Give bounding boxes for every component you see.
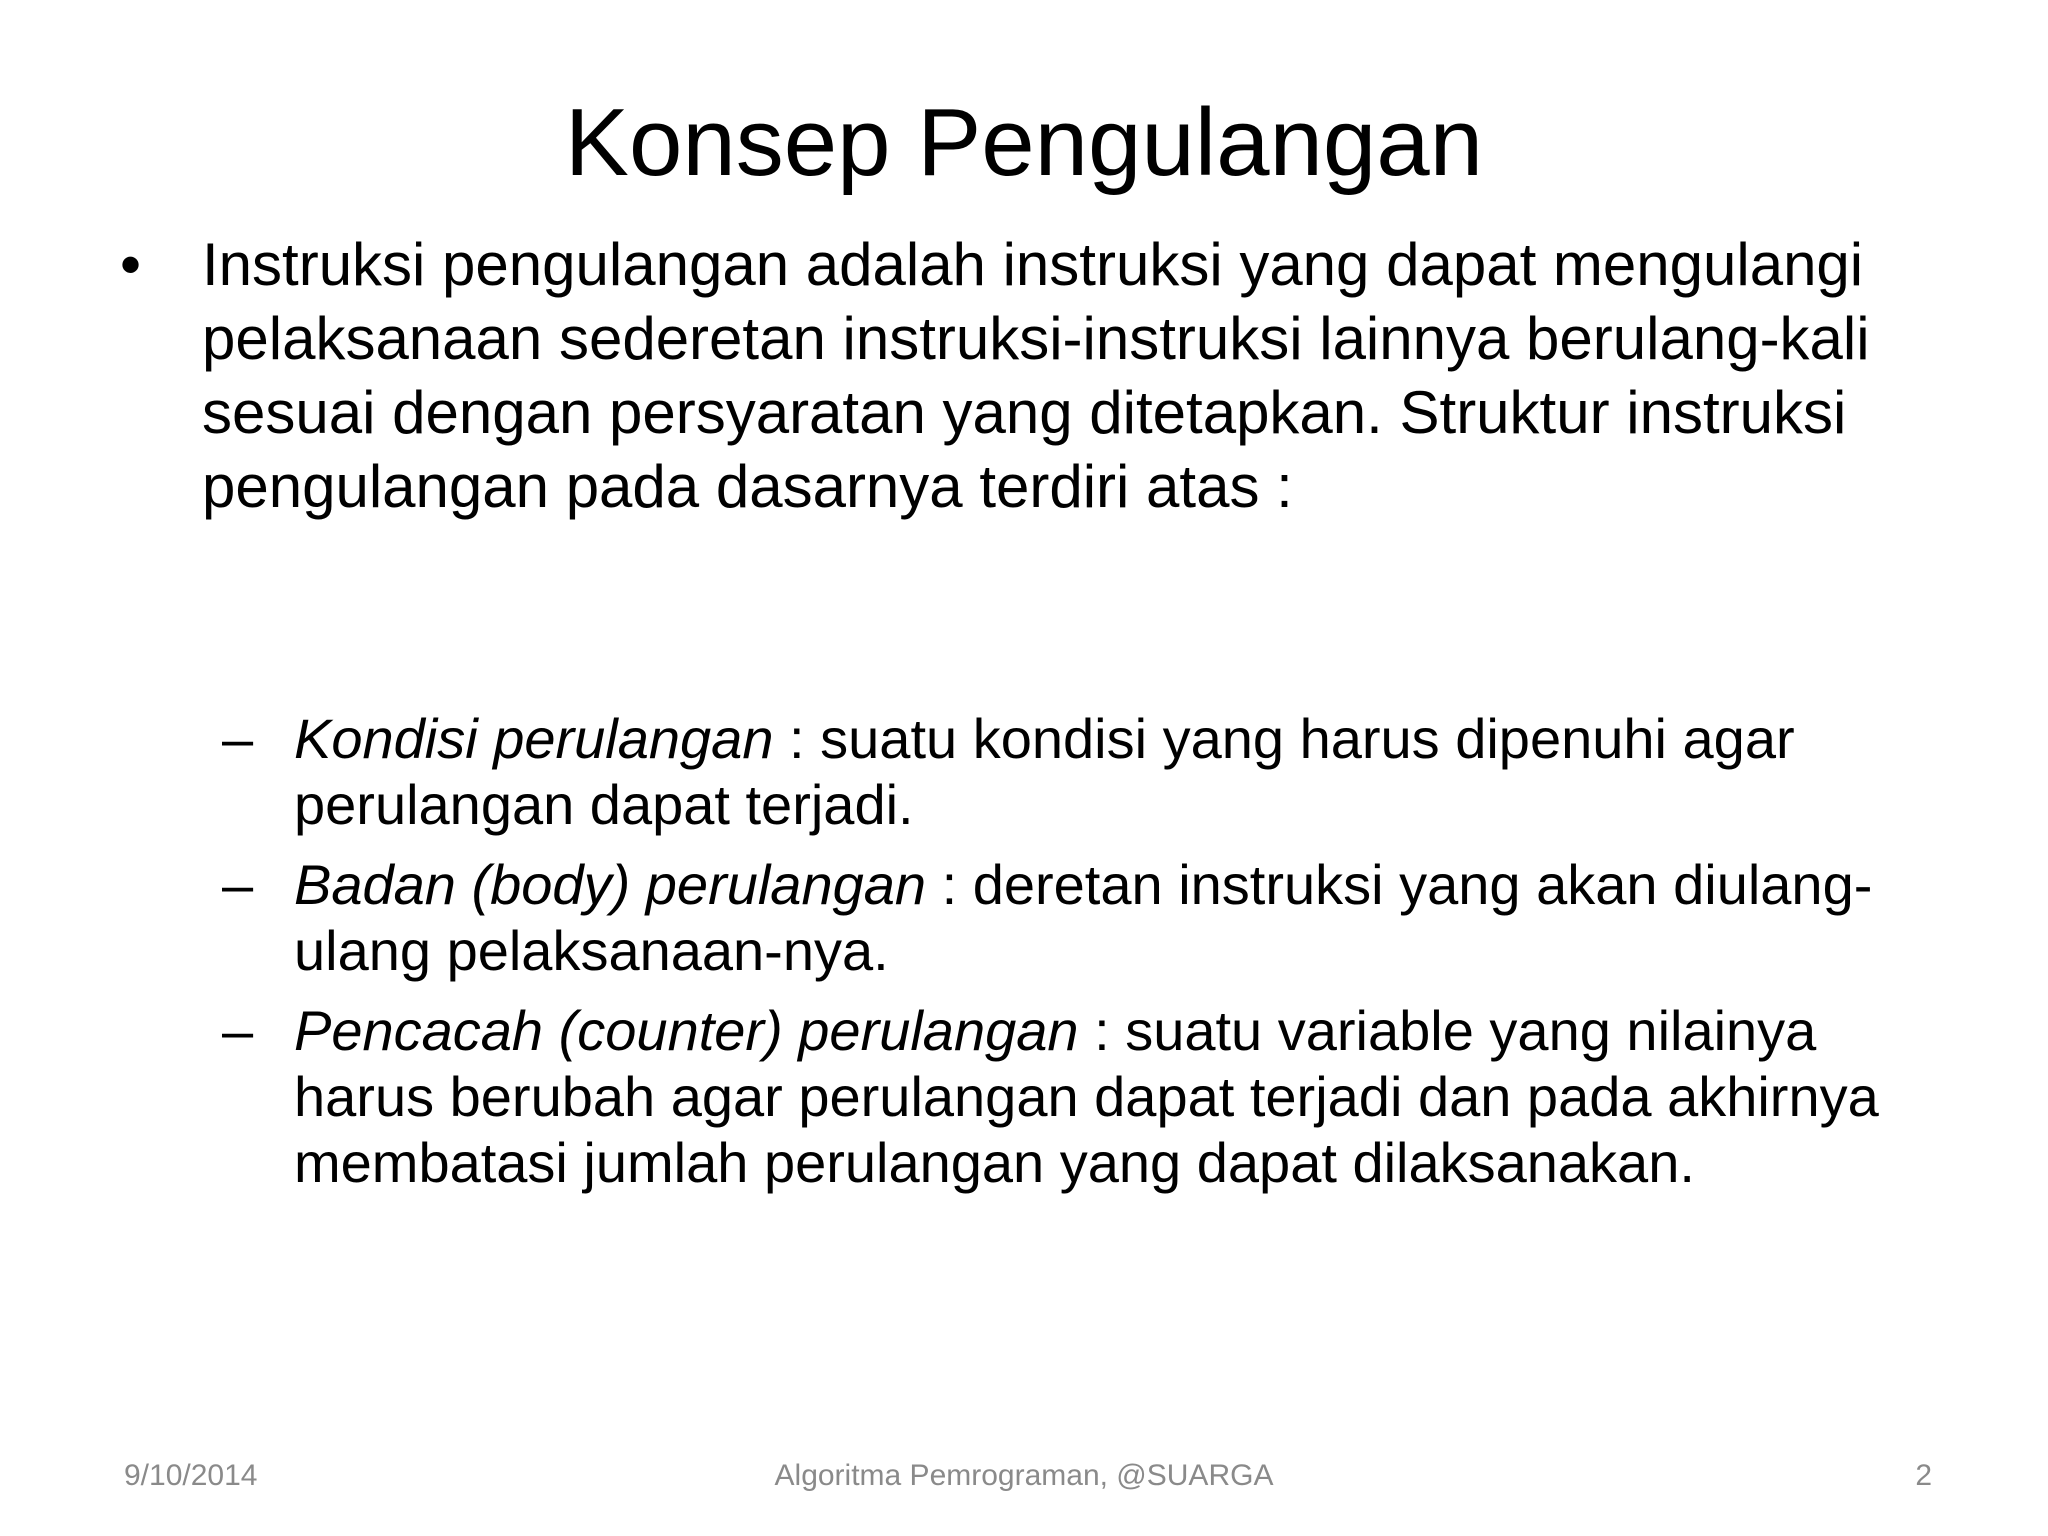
main-bullet bbox=[120, 228, 1900, 524]
sub-bullet-description: : suatu kondisi yang harus dipenuhi agar perulangan dapat terjadi. bbox=[294, 707, 1795, 836]
main-bullet-text: Instruksi pengulangan adalah instruksi yang dapat mengulangi pelaksanaan sederetan instruksi-instruksi lainnya berulang-kali sesuai dengan persyaratan yang ditetapkan. Struktur instruksi pengulangan pada dasarnya terdiri atas : bbox=[202, 231, 1870, 520]
sub-bullet-list bbox=[222, 706, 1922, 1210]
footer-page-number: 2 bbox=[1915, 1459, 1932, 1492]
sub-bullet-term: Pencacah (counter) perulangan bbox=[294, 999, 1079, 1062]
footer-date: 9/10/2014 bbox=[124, 1459, 258, 1492]
sub-bullet-description: : deretan instruksi yang akan diulang-ulang pelaksanaan-nya. bbox=[294, 853, 1873, 982]
sub-bullet-description: : suatu variable yang nilainya harus berubah agar perulangan dapat terjadi dan pada akhirnya membatasi jumlah perulangan yang dapat dilaksanakan. bbox=[294, 999, 1879, 1194]
sub-bullet-term: Badan (body) perulangan bbox=[294, 853, 927, 916]
sub-bullet-dash: – bbox=[222, 999, 254, 1062]
sub-bullet-item bbox=[222, 852, 1922, 984]
footer-title: Algoritma Pemrograman, @SUARGA bbox=[774, 1459, 1274, 1492]
slide-title: Konsep Pengulangan bbox=[564, 89, 1484, 196]
sub-bullet-term: Kondisi perulangan bbox=[294, 707, 774, 770]
sub-bullet-dash: – bbox=[222, 853, 254, 916]
sub-bullet-dash: – bbox=[222, 707, 254, 770]
sub-bullet-item bbox=[222, 998, 1922, 1196]
sub-bullet-item bbox=[222, 706, 1922, 838]
bullet-marker: • bbox=[120, 231, 142, 298]
